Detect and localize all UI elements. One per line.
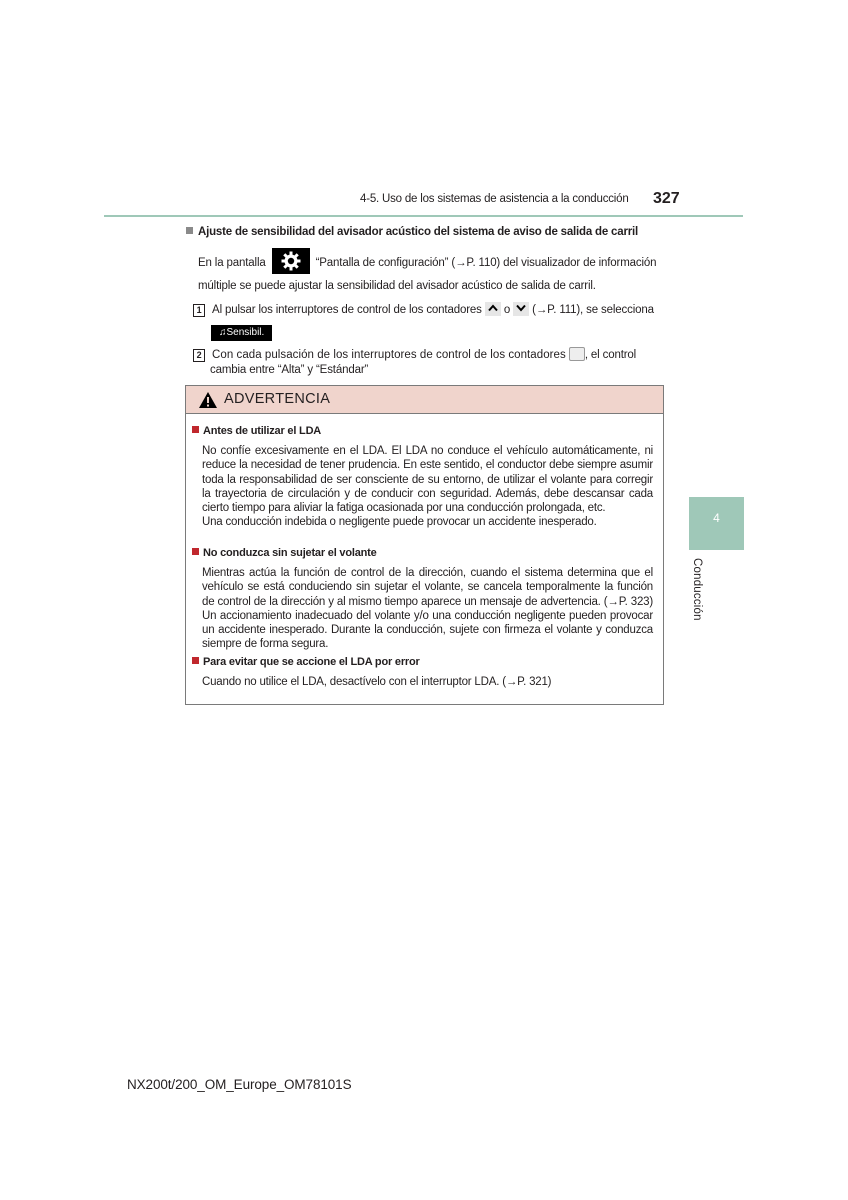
- step-2: [193, 348, 663, 362]
- gray-square-bullet-icon: [186, 227, 193, 234]
- warning-item-title-text: Para evitar que se accione el LDA por error: [203, 656, 420, 668]
- chapter-label: Conducción: [691, 558, 703, 621]
- step-2-text-1: Con cada pulsación de los interruptores de control de los contadores: [212, 349, 566, 362]
- warning-item-title-text: Antes de utilizar el LDA: [203, 425, 322, 437]
- warning-header: [186, 386, 663, 414]
- warning-item-body-text-2: Una conducción indebida o negligente puede provocar un accidente inesperado.: [202, 516, 597, 529]
- warning-item-body: [202, 444, 653, 530]
- warning-box: [185, 385, 664, 705]
- warning-item-body-text: No confíe excesivamente en el LDA. El LDA no conduce el vehículo automáticamente, ni reduce la necesidad de tener prudencia. En este sentido, el conductor debe siempre asumir toda la responsabilidad de ser consciente de su entorno, de utilizar el volante para corregir la trayectoria de circulación y de conducir con seguridad. Además, debe descansar cada cierto tiempo para aliviar la fatiga ocasionada por una conducción prolongada, etc.: [202, 445, 653, 515]
- red-square-bullet-icon: [192, 657, 199, 664]
- step-1-or: o: [503, 304, 511, 317]
- footer-manual-code: NX200t/200_OM_Europe_OM78101S: [127, 1077, 352, 1092]
- step-1-text-2: (→P. 111), se selecciona: [532, 304, 654, 317]
- chapter-tab: [689, 497, 744, 550]
- gear-icon: [272, 248, 310, 274]
- page-number: 327: [653, 190, 680, 207]
- warning-item-title-text: No conduzca sin sujetar el volante: [203, 547, 377, 559]
- step-1-text-1: Al pulsar los interruptores de control de los contadores: [212, 304, 482, 317]
- warning-triangle-icon: [198, 391, 218, 409]
- chevron-down-icon: [513, 302, 529, 316]
- chapter-number: 4: [713, 511, 720, 525]
- red-square-bullet-icon: [192, 426, 199, 433]
- section-title: [186, 226, 638, 238]
- sensitivity-badge-label: Sensibil.: [226, 327, 265, 338]
- intro-text-1: En la pantalla: [198, 257, 266, 270]
- warning-item-title: [192, 547, 377, 559]
- warning-item-title: [192, 425, 321, 437]
- warning-item-body: Cuando no utilice el LDA, desactívelo con el interruptor LDA. (→P. 321): [202, 676, 552, 688]
- intro-text-3: múltiple se puede ajustar la sensibilidad del avisador acústico de salida de carril.: [198, 280, 596, 292]
- step-number: 1: [193, 304, 205, 317]
- header-section-title: 4-5. Uso de los sistemas de asistencia a la conducción: [360, 193, 629, 205]
- sensitivity-icon: ♫: [219, 327, 227, 338]
- header-rule: [104, 215, 743, 217]
- section-title-text: Ajuste de sensibilidad del avisador acústico del sistema de aviso de salida de carril: [198, 226, 638, 238]
- sensitivity-badge: [211, 322, 272, 341]
- warning-item-title: [192, 656, 420, 668]
- step-1: [193, 303, 663, 317]
- step-2-line-2: cambia entre “Alta” y “Estándar”: [210, 364, 369, 376]
- step-2-text-2: , el control: [584, 349, 637, 362]
- red-square-bullet-icon: [192, 548, 199, 555]
- warning-item-body: Mientras actúa la función de control de la dirección, cuando el sistema determina que el vehículo se está conduciendo sin sujetar el volante, se cancela temporalmente la función de control de la dirección y al mismo tiempo aparece un mensaje de advertencia. (→P. 323) Un accionamiento inadecuado del volante y/o una conducción negligente pueden provocar un accidente inesperado. Durante la conducción, sujete con firmeza el volante y conduzca siempre de forma segura.: [202, 567, 653, 651]
- warning-title: ADVERTENCIA: [224, 391, 331, 407]
- intro-paragraph: [198, 250, 660, 297]
- meter-switch-icon: [569, 347, 585, 361]
- chevron-up-icon: [485, 302, 501, 316]
- intro-text-2: “Pantalla de configuración” (→P. 110) del visualizador de información: [315, 257, 657, 270]
- step-number: 2: [193, 349, 205, 362]
